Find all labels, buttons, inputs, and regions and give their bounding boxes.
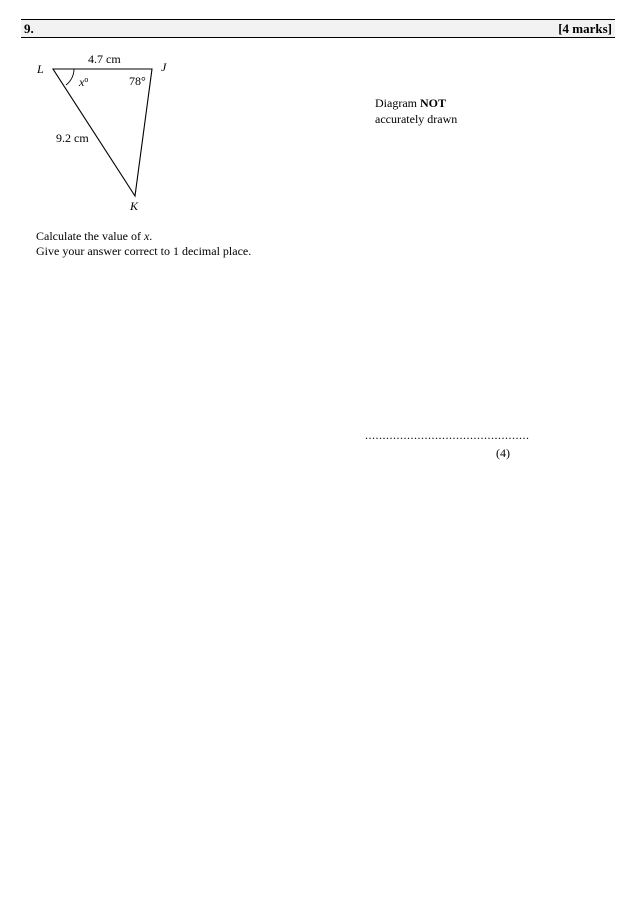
- angle-l-arc: [66, 69, 74, 85]
- diagram-note-line1: [375, 95, 457, 111]
- vertex-label-k: K: [130, 199, 139, 213]
- instruction-line-1-prefix: Calculate the value of: [36, 229, 144, 243]
- instruction-line-1: [36, 229, 251, 244]
- instruction-line-2: Give your answer correct to 1 decimal place.: [36, 244, 252, 258]
- question-instructions: [36, 229, 251, 259]
- diagram-note-emphasis: NOT: [419, 96, 446, 110]
- instruction-variable: x: [143, 229, 150, 243]
- diagram-note-line2: accurately drawn: [375, 112, 458, 126]
- vertex-label-j: J: [161, 60, 167, 74]
- answer-line[interactable]: ...............................................: [365, 428, 530, 442]
- angle-label-l-degree: o: [84, 75, 89, 84]
- angle-label-j: 78°: [129, 74, 146, 88]
- instruction-line-1-suffix: .: [149, 229, 153, 243]
- question-marks: [4 marks]: [558, 21, 612, 36]
- mark-count: (4): [496, 446, 510, 460]
- vertex-label-l: L: [37, 62, 44, 76]
- side-label-lk: 9.2 cm: [56, 131, 89, 145]
- question-number: 9.: [24, 21, 34, 36]
- angle-label-l: [78, 75, 88, 89]
- diagram-note-prefix: Diagram: [375, 96, 420, 110]
- triangle-diagram: [0, 0, 638, 230]
- diagram-note: [375, 95, 457, 127]
- angle-label-l-var: x: [79, 75, 85, 89]
- side-label-lj: 4.7 cm: [88, 52, 121, 66]
